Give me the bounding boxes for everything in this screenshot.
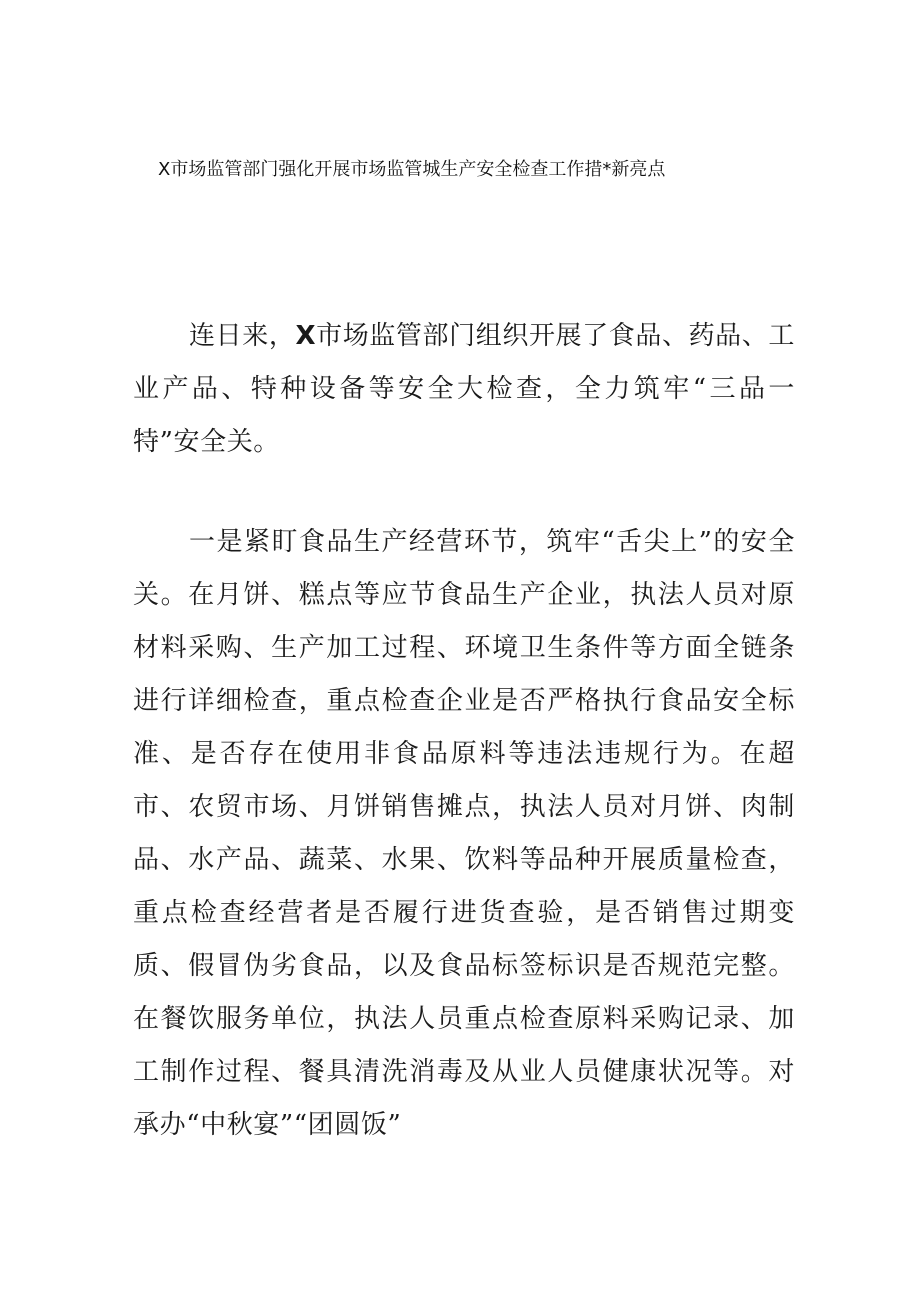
document-title: X市场监管部门强化开展市场监管城生产安全检查工作措*新亮点 [158, 159, 666, 180]
paragraph-food-safety-text: 一是紧盯食品生产经营环节，筑牢“舌尖上”的安全关。在月饼、糕点等应节食品生产企业，执法人员对原材料采购、生产加工过程、环境卫生条件等方面全链条进行详细检查，重点检查企业是否严格执行食品安全标准、是否存在使用非食品原料等违法违规行为。在超市、农贸市场、月饼销售摊点，执法人员对月饼、肉制品、水产品、蔬菜、水果、饮料等品种开展质量检查，重点检查经营者是否履行进货查验，是否销售过期变质、假冒伪劣食品，以及食品标签标识是否规范完整。在餐饮服务单位，执法人员重点检查原料采购记录、加工制作过程、餐具清洗消毒及从业人员健康状况等。对承办“中秋宴”“团圆饭” [133, 527, 795, 1140]
paragraph-intro [133, 310, 795, 469]
paragraph-intro-text [133, 310, 795, 469]
paragraph-food-safety [133, 516, 795, 1152]
paragraph-intro-emphasis: X [295, 321, 317, 351]
paragraph-intro-body: 市场监管部门组织开展了食品、药品、工业产品、特种设备等安全大检查，全力筑牢“三品一特”安全关。 [133, 321, 795, 457]
paragraph-intro-lead: 连日来， [189, 321, 296, 351]
